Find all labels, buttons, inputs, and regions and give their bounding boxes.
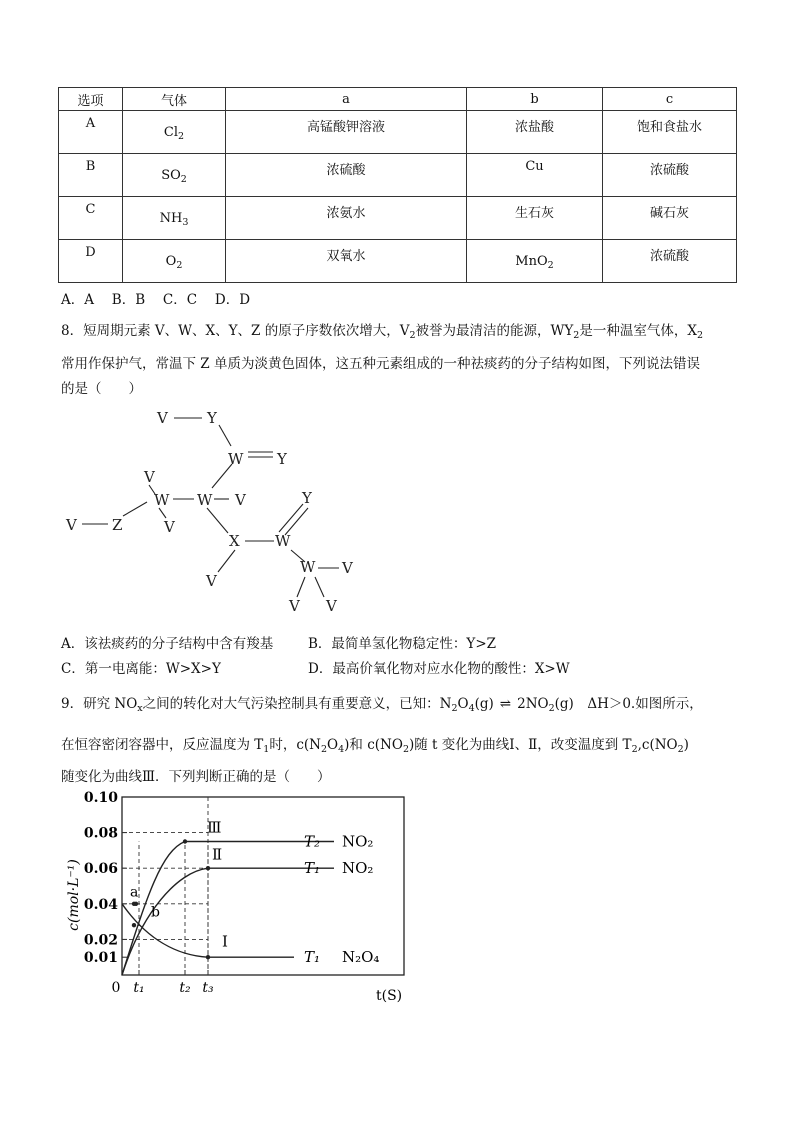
q9-stem-line3: 随变化为曲线Ⅲ．下列判断正确的是（ ） (61, 769, 331, 785)
series-species-label: N₂O₄ (342, 948, 380, 967)
reagent-b-cell: Cu (525, 159, 544, 174)
y-axis-label: c(mol·L⁻¹) (66, 859, 82, 931)
reagent-b-cell: 生石灰 (514, 206, 554, 221)
atom-w: W (154, 491, 170, 509)
header-cell: a (226, 88, 467, 111)
series-temp-label: T₁ (304, 948, 321, 967)
reagent-a-cell: 浓氨水 (326, 206, 366, 221)
data-point (134, 902, 138, 906)
series-roman-label: Ⅱ (212, 845, 223, 864)
table-row (59, 240, 737, 283)
header-cell: 气体 (123, 88, 226, 111)
options-table (58, 87, 737, 283)
atom-v: V (144, 468, 155, 486)
q8-option-a: A．该祛痰药的分子结构中含有羧基 (61, 636, 274, 652)
gas-cell: $NH_3$ (159, 211, 189, 228)
series-temp-label: T₂ (304, 832, 321, 851)
header-cell: 选项 (59, 88, 123, 111)
q8-option-d: D．最高价氧化物对应水化物的酸性：X>W (308, 661, 570, 677)
atom-y: Y (302, 489, 312, 507)
atom-w: W (275, 532, 291, 550)
q8-option-b: B．最简单氢化物稳定性：Y>Z (308, 636, 497, 652)
atom-v: V (157, 409, 168, 427)
header-cell: b (467, 88, 603, 111)
series-temp-label: T₁ (304, 859, 321, 878)
reagent-c-cell: 饱和食盐水 (636, 120, 702, 135)
q9-stem-line2: 在恒容密闭容器中，反应温度为 $T_1$时，$c(N_2O_4)$和 $c(NO_2)$随 t 变化为曲线Ⅰ、Ⅱ，改变温度到 $T_2,c(NO_2)$ (61, 737, 689, 755)
atom-v: V (66, 516, 77, 534)
q8-stem-line1: 8．短周期元素 V、W、X、Y、Z 的原子序数依次增大，$V_2$被誉为最清洁的能源，$WY_2$是一种温室气体，$X_2$ (61, 323, 704, 341)
gas-cell: $Cl_2$ (163, 125, 185, 142)
series-roman-label: Ⅲ (207, 818, 222, 837)
x-tick-label: 0 (111, 980, 121, 996)
atom-w: W (228, 450, 244, 468)
table-header-row (59, 88, 737, 111)
q8-stem-line2: 常用作保护气，常温下 Z 单质为淡黄色固体，这五种元素组成的一种祛痰药的分子结构如图，下列说法错误 (61, 356, 700, 372)
y-tick-label: 0.02 (83, 932, 118, 949)
data-point (206, 866, 210, 870)
reagent-c-cell: 浓硫酸 (649, 249, 689, 264)
reagent-c-cell: 碱石灰 (649, 206, 689, 221)
reagent-c-cell: 浓硫酸 (649, 163, 689, 178)
series-species-label: NO₂ (342, 859, 374, 878)
atom-w: W (300, 558, 316, 576)
data-point (183, 839, 187, 843)
q9-stem-line1: 9．研究 $NO_x$之间的转化对大气污染控制具有重要意义，已知：$N_2O_4(g)$ ⇌ $2NO_2(g)$ ΔH＞0.如图所示， (61, 696, 703, 714)
series-species-label: NO₂ (342, 832, 374, 851)
atom-v: V (206, 572, 217, 590)
concentration-time-chart (58, 785, 418, 1010)
x-tick-label: t₁ (133, 980, 145, 996)
y-tick-label: 0.08 (83, 825, 118, 842)
atom-v: V (342, 559, 353, 577)
table-row (59, 197, 737, 240)
gas-cell: $O_2$ (165, 254, 183, 271)
gas-cell: $SO_2$ (161, 168, 187, 185)
data-point (206, 955, 210, 959)
atom-v: V (235, 491, 246, 509)
header-cell: c (603, 88, 737, 111)
option-cell: D (85, 245, 96, 260)
molecule-structure-diagram (60, 400, 380, 620)
atom-y: Y (207, 409, 217, 427)
q7-choices: A．A B．B C．C D．D (61, 292, 251, 308)
y-tick-label: 0.10 (83, 790, 118, 806)
data-point (132, 923, 136, 927)
y-tick-label: 0.04 (83, 896, 118, 913)
x-tick-label: t₃ (202, 980, 214, 996)
y-tick-label: 0.01 (83, 950, 118, 967)
series-roman-label: Ⅰ (222, 932, 228, 951)
point-label-a: a (130, 884, 139, 901)
q8-stem-line3: 的是（ ） (61, 381, 142, 397)
reagent-b-cell: 浓盐酸 (514, 120, 554, 135)
atom-x: X (229, 532, 240, 550)
reagent-b-cell: MnO$_2$ (515, 254, 554, 271)
atom-y: Y (277, 450, 287, 468)
atom-w: W (197, 491, 213, 509)
y-tick-label: 0.06 (83, 861, 118, 878)
equilibrium-arrow: ⇌ (499, 696, 512, 712)
atom-v: V (289, 597, 300, 615)
point-label-b: b (151, 904, 160, 921)
table-row (59, 154, 737, 197)
reagent-a-cell: 双氧水 (326, 249, 366, 264)
option-cell: B (85, 159, 96, 174)
atom-z: Z (112, 516, 123, 534)
reagent-a-cell: 高锰酸钾溶液 (306, 120, 385, 135)
atom-v: V (326, 597, 337, 615)
x-tick-label: t₂ (179, 980, 191, 996)
atom-v: V (164, 518, 175, 536)
reagent-a-cell: 浓硫酸 (326, 163, 366, 178)
q8-option-c: C．第一电离能：W>X>Y (61, 661, 221, 677)
option-cell: A (85, 116, 96, 131)
table-row (59, 111, 737, 154)
x-axis-label: t(S) (376, 988, 403, 1004)
option-cell: C (85, 202, 96, 217)
